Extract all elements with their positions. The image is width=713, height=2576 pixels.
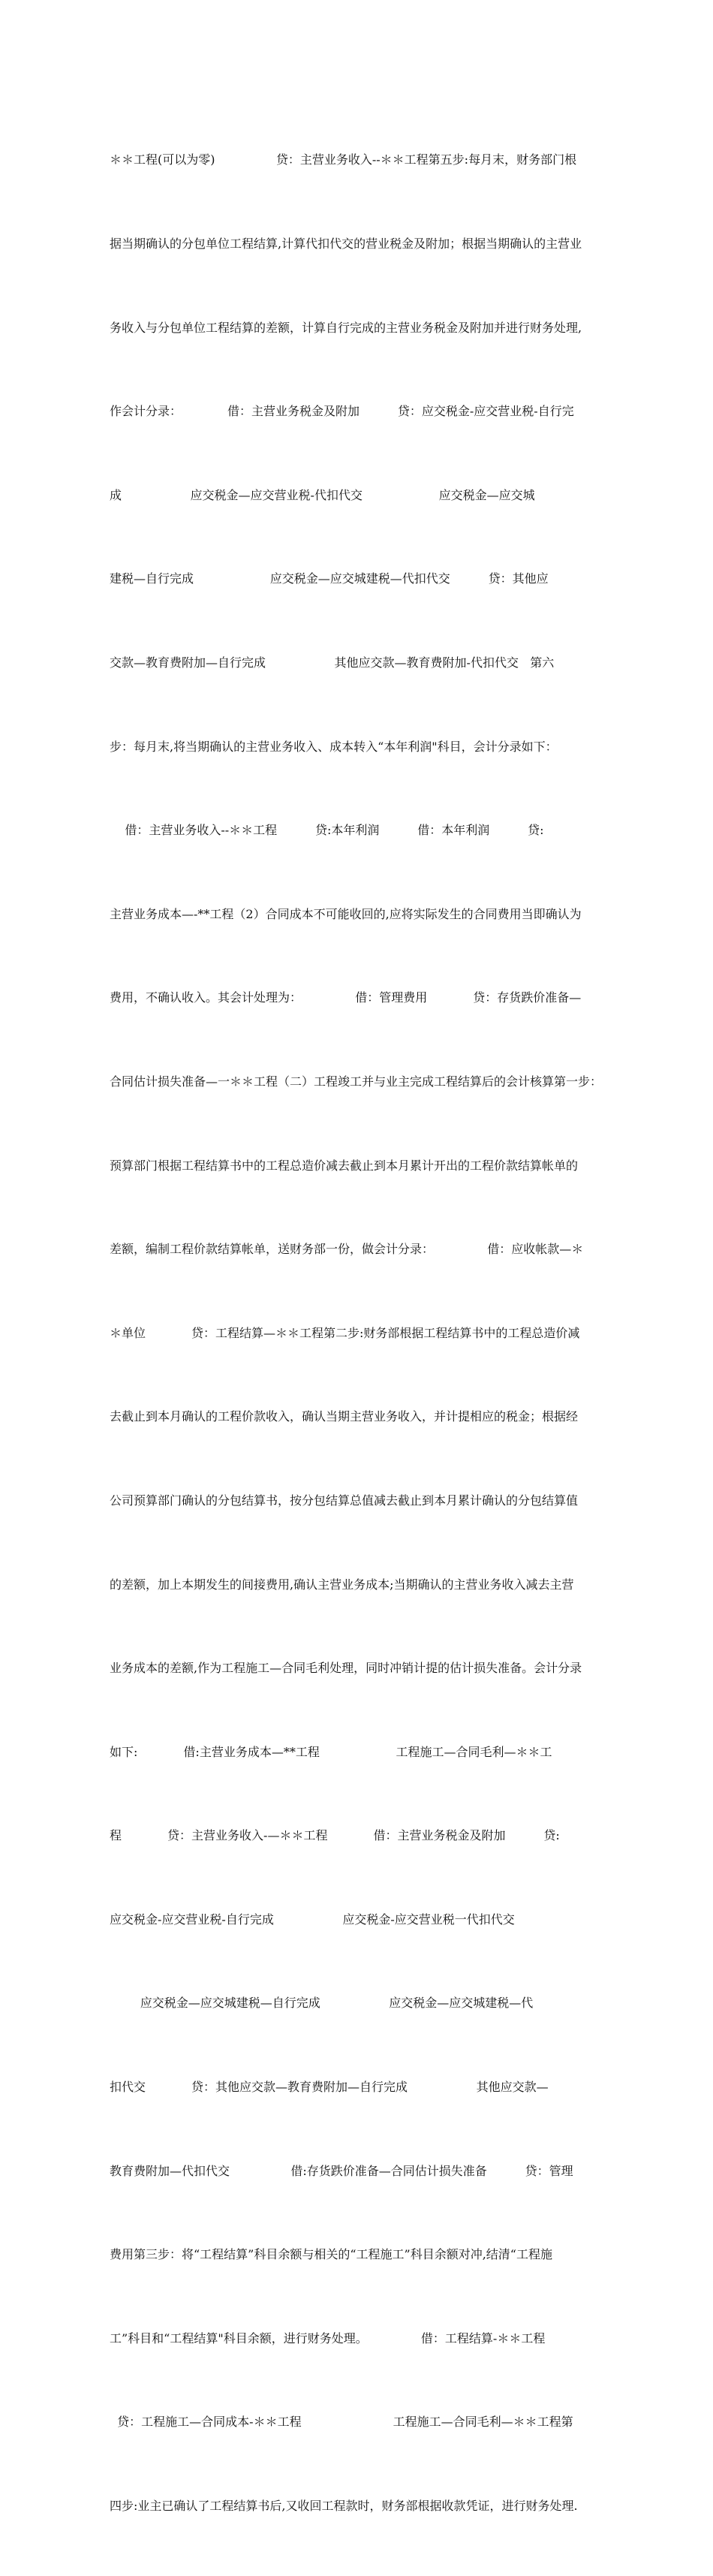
- text-line: 程 贷：主营业务收入-—＊＊工程 借：主营业务税金及附加 贷:: [110, 1828, 560, 1843]
- text-line: 费用第三步：将“工程结算”科目余额与相关的“工程施工”科目余额对冲,结清“工程施: [110, 2247, 552, 2262]
- text-line: 步：每月末,将当期确认的主营业务收入、成本转入“本年利润"科目，会计分录如下：: [110, 739, 558, 754]
- text-line: 去截止到本月确认的工程价款收入，确认当期主营业务收入，并计提相应的税金；根据经: [110, 1409, 579, 1424]
- text-line: 公司预算部门确认的分包结算书，按分包结算总值减去截止到本月累计确认的分包结算值: [110, 1493, 579, 1508]
- text-line: 据当期确认的分包单位工程结算,计算代扣代交的营业税金及附加；根据当期确认的主营业: [110, 237, 582, 251]
- text-line: 的差额，加上本期发生的间接费用,确认主营业务成本;当期确认的主营业务收入减去主营: [110, 1577, 574, 1592]
- text-line: 费用，不确认收入。其会计处理为： 借：管理费用 贷：存货跌价准备—: [110, 990, 582, 1005]
- text-line: 主营业务成本—-**工程（2）合同成本不可能收回的,应将实际发生的合同费用当即确认为: [110, 906, 582, 921]
- text-line: 借：主营业务收入--＊＊工程 贷:本年利润 借：本年利润 贷:: [110, 823, 544, 838]
- text-line: 业务成本的差额,作为工程施工—合同毛利处理，同时冲销计提的估计损失准备。会计分录: [110, 1661, 582, 1676]
- text-line: 如下: 借:主营业务成本—**工程 工程施工—合同毛利—＊＊工: [110, 1744, 552, 1759]
- text-line: 成 应交税金—应交营业税-代扣代交 应交税金—应交城: [110, 487, 535, 502]
- text-line: 教育费附加—代扣代交 借:存货跌价准备—合同估计损失准备 贷：管理: [110, 2163, 573, 2178]
- text-line: 四步:业主已确认了工程结算书后,又收回工程款时，财务部根据收款凭证，进行财务处理.: [110, 2499, 578, 2514]
- text-line: 工”科目和“工程结算"科目余额，进行财务处理。 借：工程结算-＊＊工程: [110, 2330, 546, 2346]
- text-line: 差额，编制工程价款结算帐单，送财务部一份，做会计分录： 借：应收帐款—＊: [110, 1242, 584, 1257]
- text-line: 交款—教育费附加—自行完成 其他应交款—教育费附加-代扣代交 第六: [110, 655, 555, 670]
- text-line: 务收入与分包单位工程结算的差额，计算自行完成的主营业务税金及附加并进行财务处理,: [110, 320, 582, 335]
- text-line: ＊单位 贷：工程结算—＊＊工程第二步:财务部根据工程结算书中的工程总造价减: [110, 1325, 580, 1340]
- text-line: 合同估计损失准备—一＊＊工程（二）工程竣工并与业主完成工程结算后的会计核算第一步：: [110, 1074, 603, 1089]
- text-line: ＊＊工程(可以为零) 贷：主营业务收入--＊＊工程第五步:每月末，财务部门根: [110, 152, 577, 167]
- text-line: 建税—自行完成 应交税金—应交城建税—代扣代交 贷：其他应: [110, 571, 549, 586]
- text-line: 应交税金—应交城建税—自行完成 应交税金—应交城建税—代: [110, 1996, 534, 2011]
- document-text-body: [110, 90, 614, 2576]
- text-line: 扣代交 贷：其他应交款—教育费附加—自行完成 其他应交款—: [110, 2080, 549, 2095]
- text-line: 预算部门根据工程结算书中的工程总造价减去截止到本月累计开出的工程价款结算帐单的: [110, 1158, 579, 1173]
- text-line: 作会计分录： 借：主营业务税金及附加 贷：应交税金-应交营业税-自行完: [110, 404, 574, 419]
- text-line: 应交税金-应交营业税-自行完成 应交税金-应交营业税一代扣代交: [110, 1912, 515, 1927]
- text-line: 贷：工程施工—合同成本-＊＊工程 工程施工—合同毛利—＊＊工程第: [110, 2415, 573, 2430]
